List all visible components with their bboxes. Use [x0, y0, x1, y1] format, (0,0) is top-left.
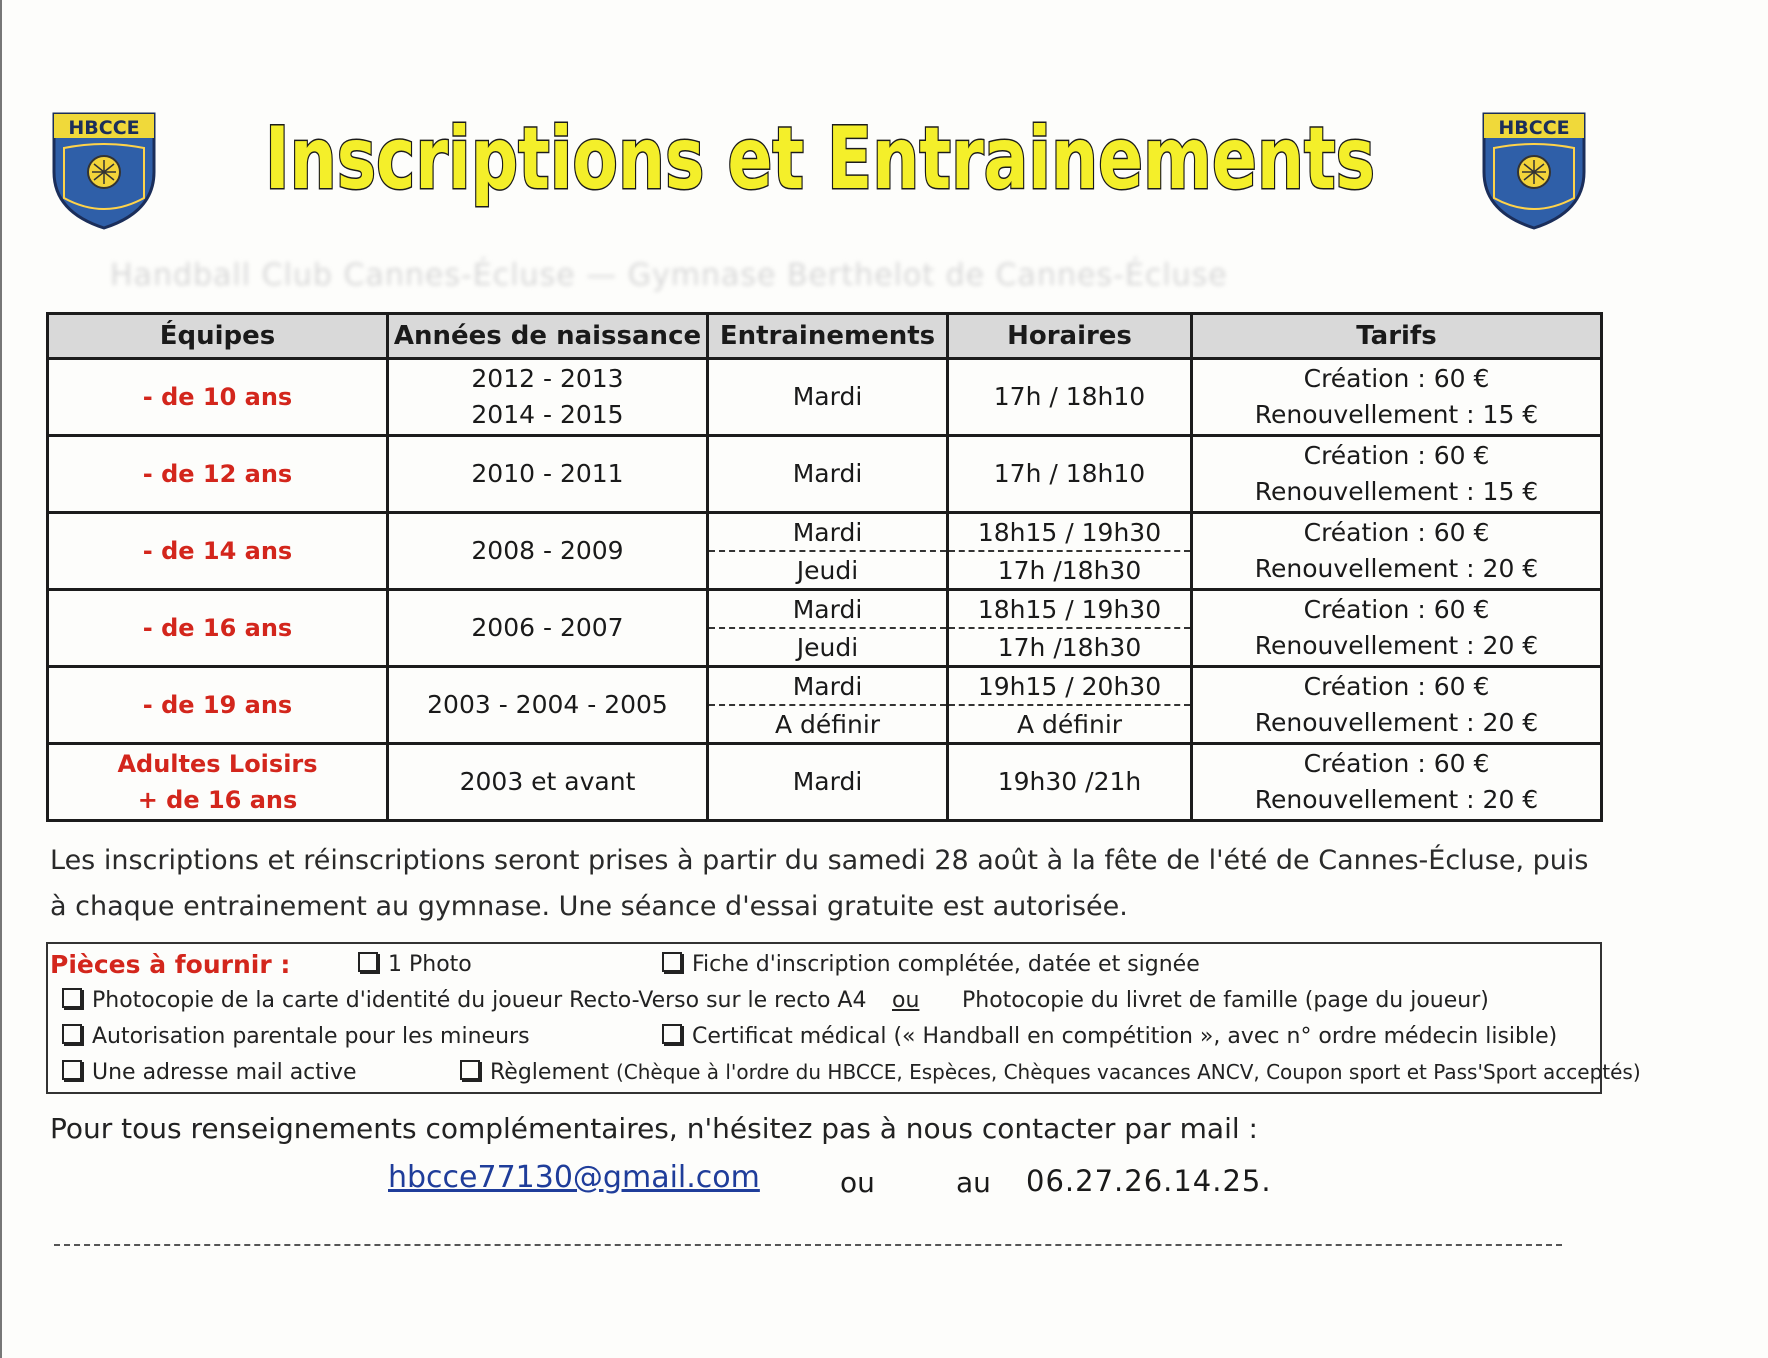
table-row	[48, 359, 1602, 436]
fees-cell: Création : 60 € Renouvellement : 20 €	[1192, 590, 1602, 667]
registration-notice: Les inscriptions et réinscriptions seront prises à partir du samedi 28 août à la fête de l'été de Cannes-Écluse, puis à chaque entrainement au gymnase. Une séance d'essai gratuite est autorisée.	[50, 845, 1589, 922]
payment-detail: (Chèque à l'ordre du HBCCE, Espèces, Chèques vacances ANCV, Coupon sport et Pass'Sport acceptés)	[615, 1060, 1641, 1084]
header-hours: Horaires	[948, 314, 1192, 359]
documents-box	[46, 942, 1641, 1094]
checkbox-icon	[662, 1024, 682, 1044]
family-book-item: Photocopie du livret de famille (page du joueur)	[962, 988, 1489, 1013]
hours-cell: 19h15 / 20h30 A définir	[948, 667, 1192, 744]
medical-item: Certificat médical (« Handball en compétition », avec n° ordre médecin lisible)	[662, 1024, 1557, 1049]
contact-phone: 06.27.26.14.25.	[1026, 1164, 1272, 1198]
team-cell: Adultes Loisirs + de 16 ans	[48, 744, 388, 821]
checkbox-icon	[62, 1024, 82, 1044]
training-cell: Mardi	[708, 436, 948, 513]
training-cell: Mardi Jeudi	[708, 590, 948, 667]
checkbox-icon	[358, 952, 378, 972]
contact-email-link[interactable]: hbcce77130@gmail.com	[388, 1160, 760, 1195]
table-row	[48, 436, 1602, 513]
hours-cell: 17h / 18h10	[948, 436, 1192, 513]
club-logo-left	[48, 108, 160, 232]
training-cell: Mardi A définir	[708, 667, 948, 744]
club-logo-right	[1478, 108, 1590, 232]
years-cell: 2008 - 2009	[388, 513, 708, 590]
years-cell: 2003 - 2004 - 2005	[388, 667, 708, 744]
years-cell: 2003 et avant	[388, 744, 708, 821]
years-cell: 2010 - 2011	[388, 436, 708, 513]
training-cell: Mardi	[708, 744, 948, 821]
fees-cell: Création : 60 € Renouvellement : 20 €	[1192, 513, 1602, 590]
table-row	[48, 590, 1602, 667]
payment-item: Règlement (Chèque à l'ordre du HBCCE, Espèces, Chèques vacances ANCV, Coupon sport et Pass'Sport acceptés)	[460, 1060, 1641, 1085]
faded-subtitle: Handball Club Cannes-Écluse — Gymnase Berthelot de Cannes-Écluse	[110, 258, 1228, 293]
years-cell: 2012 - 2013 2014 - 2015	[388, 359, 708, 436]
fees-cell: Création : 60 € Renouvellement : 15 €	[1192, 359, 1602, 436]
form-item: Fiche d'inscription complétée, datée et signée	[662, 952, 1200, 977]
or-text: ou	[892, 988, 920, 1013]
email-item: Une adresse mail active	[62, 1060, 357, 1085]
team-cell: - de 12 ans	[48, 436, 388, 513]
fees-cell: Création : 60 € Renouvellement : 15 €	[1192, 436, 1602, 513]
table-row	[48, 513, 1602, 590]
team-cell: - de 14 ans	[48, 513, 388, 590]
header-teams: Équipes	[48, 314, 388, 359]
checkbox-icon	[460, 1060, 480, 1080]
team-cell: - de 10 ans	[48, 359, 388, 436]
page-edge	[0, 0, 2, 1358]
contact-at: au	[956, 1166, 991, 1199]
schedule-table	[46, 312, 1603, 822]
header-birth-years: Années de naissance	[388, 314, 708, 359]
page-title-text: Inscriptions et Entrainements	[265, 109, 1375, 209]
photo-item: 1 Photo	[358, 952, 472, 977]
hours-cell: 19h30 /21h	[948, 744, 1192, 821]
table-header-row	[48, 314, 1602, 359]
id-card-item: Photocopie de la carte d'identité du joueur Recto-Verso sur le recto A4	[62, 988, 866, 1013]
documents-title: Pièces à fournir :	[50, 950, 291, 979]
contact-intro: Pour tous renseignements complémentaires, n'hésitez pas à nous contacter par mail :	[50, 1112, 1258, 1145]
svg-text:HBCCE: HBCCE	[1498, 117, 1570, 139]
team-cell: - de 16 ans	[48, 590, 388, 667]
fees-cell: Création : 60 € Renouvellement : 20 €	[1192, 667, 1602, 744]
page-title	[255, 100, 1385, 220]
years-cell: 2006 - 2007	[388, 590, 708, 667]
table-row	[48, 744, 1602, 821]
checkbox-icon	[662, 952, 682, 972]
header-fees: Tarifs	[1192, 314, 1602, 359]
logo-text: HBCCE	[68, 117, 140, 139]
checkbox-icon	[62, 988, 82, 1008]
training-cell: Mardi Jeudi	[708, 513, 948, 590]
header-trainings: Entrainements	[708, 314, 948, 359]
fees-cell: Création : 60 € Renouvellement : 20 €	[1192, 744, 1602, 821]
table-row	[48, 667, 1602, 744]
training-cell: Mardi	[708, 359, 948, 436]
checkbox-icon	[62, 1060, 82, 1080]
cut-line	[54, 1244, 1562, 1246]
hours-cell: 18h15 / 19h30 17h /18h30	[948, 590, 1192, 667]
hours-cell: 18h15 / 19h30 17h /18h30	[948, 513, 1192, 590]
team-cell: - de 19 ans	[48, 667, 388, 744]
parental-item: Autorisation parentale pour les mineurs	[62, 1024, 530, 1049]
contact-or: ou	[840, 1166, 875, 1199]
hours-cell: 17h / 18h10	[948, 359, 1192, 436]
